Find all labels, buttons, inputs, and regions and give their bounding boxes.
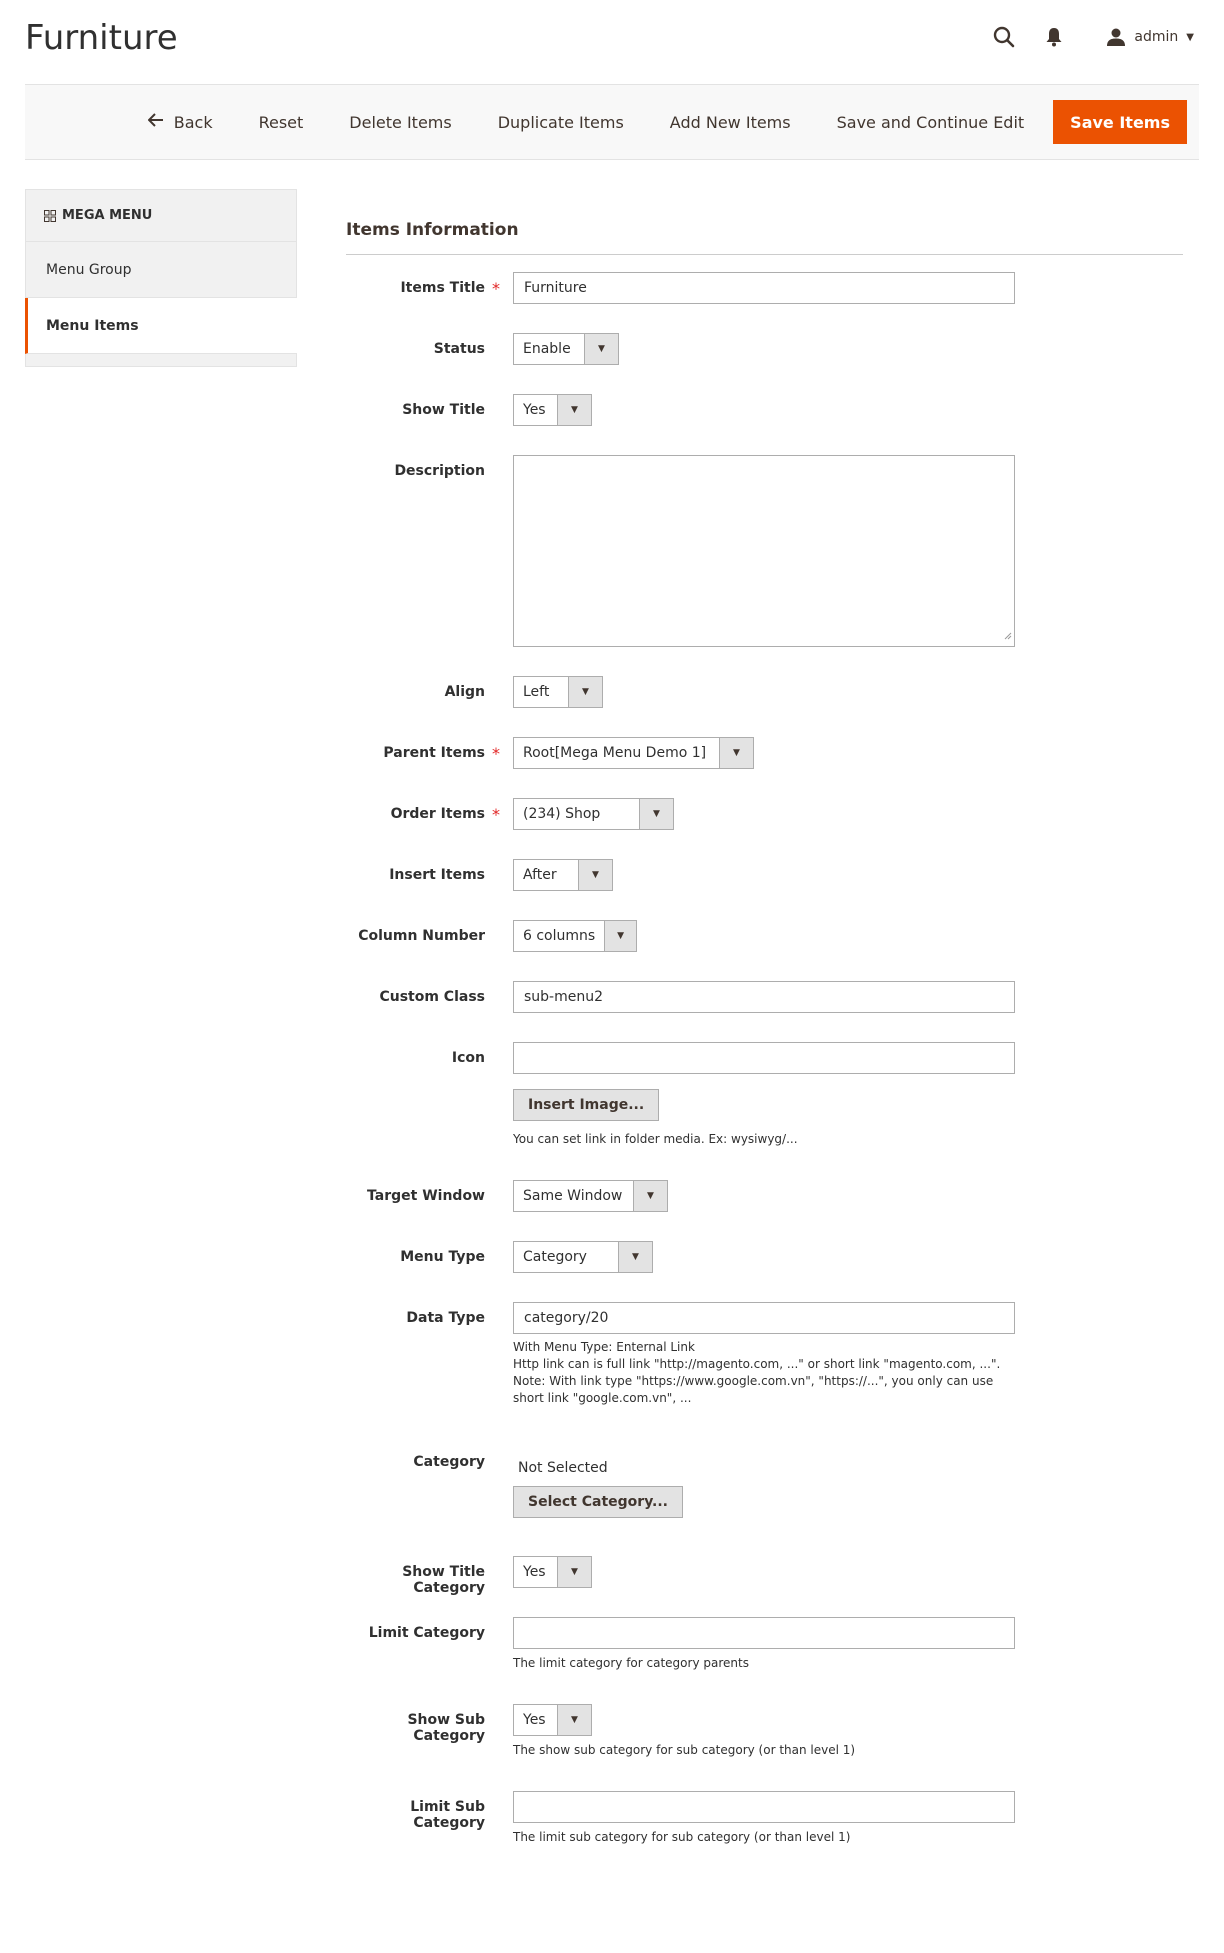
order-items-label: Order Items — [390, 806, 485, 822]
field-description — [346, 455, 1183, 647]
category-label: Category — [413, 1454, 485, 1470]
column-number-select[interactable] — [513, 920, 637, 952]
parent-items-value: Root[Mega Menu Demo 1] — [523, 745, 707, 761]
chevron-down-icon: ▼ — [568, 677, 602, 707]
icon-note: You can set link in folder media. Ex: wysiwyg/... — [513, 1132, 798, 1146]
bell-icon[interactable] — [1040, 23, 1068, 51]
custom-class-label: Custom Class — [379, 989, 485, 1005]
menu-type-select[interactable] — [513, 1241, 653, 1273]
sidebar — [25, 189, 297, 367]
align-value: Left — [523, 684, 550, 700]
sidebar-item-menu-items[interactable] — [25, 298, 297, 354]
sidebar-footer — [25, 354, 297, 367]
limit-category-control — [513, 1617, 1023, 1672]
required-marker: * — [492, 805, 500, 824]
delete-items-button[interactable]: Delete Items — [326, 100, 474, 144]
order-items-value: (234) Shop — [523, 806, 601, 822]
custom-class-input[interactable] — [513, 981, 1015, 1013]
show-title-category-label: Show Title Category — [402, 1564, 485, 1596]
data-type-label: Data Type — [406, 1310, 485, 1326]
show-title-category-value: Yes — [523, 1564, 546, 1580]
chevron-down-icon: ▼ — [557, 395, 591, 425]
sidebar-item-label: Menu Group — [46, 261, 132, 278]
show-sub-category-select[interactable] — [513, 1704, 592, 1736]
data-type-control — [513, 1302, 1023, 1407]
insert-image-button[interactable]: Insert Image... — [513, 1089, 659, 1121]
insert-items-value: After — [523, 867, 557, 883]
data-type-note-line: Http link can is full link "http://magento.com, ..." or short link "magento.com, ...". — [513, 1357, 1001, 1371]
chevron-down-icon: ▼ — [604, 921, 636, 951]
chevron-down-icon: ▼ — [557, 1557, 591, 1587]
show-title-label: Show Title — [402, 402, 485, 418]
grid-icon — [44, 210, 56, 222]
order-items-select[interactable] — [513, 798, 674, 830]
target-window-value: Same Window — [523, 1188, 623, 1204]
sidebar-item-label: Menu Items — [46, 317, 139, 334]
parent-items-label: Parent Items — [383, 745, 485, 761]
parent-items-select[interactable] — [513, 737, 754, 769]
icon-control — [513, 1042, 1023, 1148]
show-sub-category-note: The show sub category for sub category (or than level 1) — [513, 1743, 856, 1757]
save-items-button[interactable]: Save Items — [1053, 100, 1187, 144]
menu-type-label: Menu Type — [400, 1249, 485, 1265]
chevron-down-icon: ▼ — [557, 1705, 591, 1735]
chevron-down-icon: ▼ — [1186, 31, 1194, 43]
section-title: Items Information — [346, 220, 1183, 255]
chevron-down-icon: ▼ — [639, 799, 673, 829]
back-button[interactable] — [125, 100, 236, 144]
column-number-label: Column Number — [358, 928, 485, 944]
limit-sub-category-input[interactable] — [513, 1791, 1015, 1823]
chevron-down-icon: ▼ — [618, 1242, 652, 1272]
limit-sub-category-note: The limit sub category for sub category (or than level 1) — [513, 1830, 851, 1844]
data-type-input[interactable] — [513, 1302, 1015, 1334]
show-sub-category-label: Show Sub Category — [407, 1712, 485, 1744]
search-icon[interactable] — [990, 23, 1018, 51]
back-label: Back — [173, 112, 213, 132]
target-window-label: Target Window — [367, 1188, 485, 1204]
sidebar-heading — [25, 189, 297, 242]
resize-grip-icon[interactable] — [1004, 625, 1012, 644]
column-number-value: 6 columns — [523, 928, 596, 944]
items-title-label: Items Title — [400, 280, 485, 296]
limit-sub-category-label: Limit Sub Category — [410, 1799, 485, 1831]
description-textarea[interactable] — [513, 455, 1015, 647]
show-sub-category-control — [513, 1704, 1023, 1759]
show-title-category-select[interactable] — [513, 1556, 592, 1588]
limit-category-input[interactable] — [513, 1617, 1015, 1649]
duplicate-items-button[interactable]: Duplicate Items — [475, 100, 647, 144]
status-value: Enable — [523, 341, 571, 357]
data-type-note — [513, 1339, 1023, 1407]
sidebar-heading-label: MEGA MENU — [62, 208, 153, 223]
show-title-select[interactable] — [513, 394, 592, 426]
save-and-continue-button[interactable]: Save and Continue Edit — [814, 100, 1048, 144]
page-actions-toolbar — [25, 84, 1199, 160]
category-selected-value: Not Selected — [518, 1460, 608, 1476]
status-label: Status — [433, 341, 485, 357]
sidebar-item-menu-group[interactable] — [25, 242, 297, 298]
align-select[interactable] — [513, 676, 603, 708]
category-control — [513, 1448, 683, 1518]
status-select[interactable] — [513, 333, 619, 365]
admin-user-menu[interactable] — [1106, 27, 1194, 47]
description-label: Description — [394, 463, 485, 479]
required-marker: * — [492, 744, 500, 763]
user-icon — [1106, 27, 1126, 47]
add-new-items-button[interactable]: Add New Items — [647, 100, 814, 144]
chevron-down-icon: ▼ — [633, 1181, 667, 1211]
show-title-value: Yes — [523, 402, 546, 418]
chevron-down-icon: ▼ — [584, 334, 618, 364]
insert-items-select[interactable] — [513, 859, 613, 891]
header-actions — [990, 22, 1194, 52]
form-main — [346, 220, 1183, 1844]
admin-username: admin — [1134, 29, 1179, 45]
insert-items-label: Insert Items — [389, 867, 485, 883]
data-type-note-line: Note: With link type "https://www.google.com.vn", "https://...", you only can use short link "google.com.vn", ... — [513, 1374, 994, 1405]
icon-input[interactable] — [513, 1042, 1015, 1074]
reset-button[interactable]: Reset — [236, 100, 327, 144]
data-type-note-line: With Menu Type: Enternal Link — [513, 1340, 695, 1354]
limit-category-label: Limit Category — [368, 1625, 485, 1641]
show-sub-category-value: Yes — [523, 1712, 546, 1728]
icon-label: Icon — [451, 1050, 485, 1066]
back-arrow-icon — [148, 112, 164, 132]
page-title: Furniture — [25, 18, 178, 58]
limit-sub-category-control — [513, 1791, 1023, 1846]
required-marker: * — [492, 279, 500, 298]
chevron-down-icon: ▼ — [578, 860, 612, 890]
align-label: Align — [444, 684, 485, 700]
select-category-button[interactable]: Select Category... — [513, 1486, 683, 1518]
chevron-down-icon: ▼ — [719, 738, 753, 768]
limit-category-note: The limit category for category parents — [513, 1656, 749, 1670]
menu-type-value: Category — [523, 1249, 587, 1265]
items-title-input[interactable] — [513, 272, 1015, 304]
target-window-select[interactable] — [513, 1180, 668, 1212]
